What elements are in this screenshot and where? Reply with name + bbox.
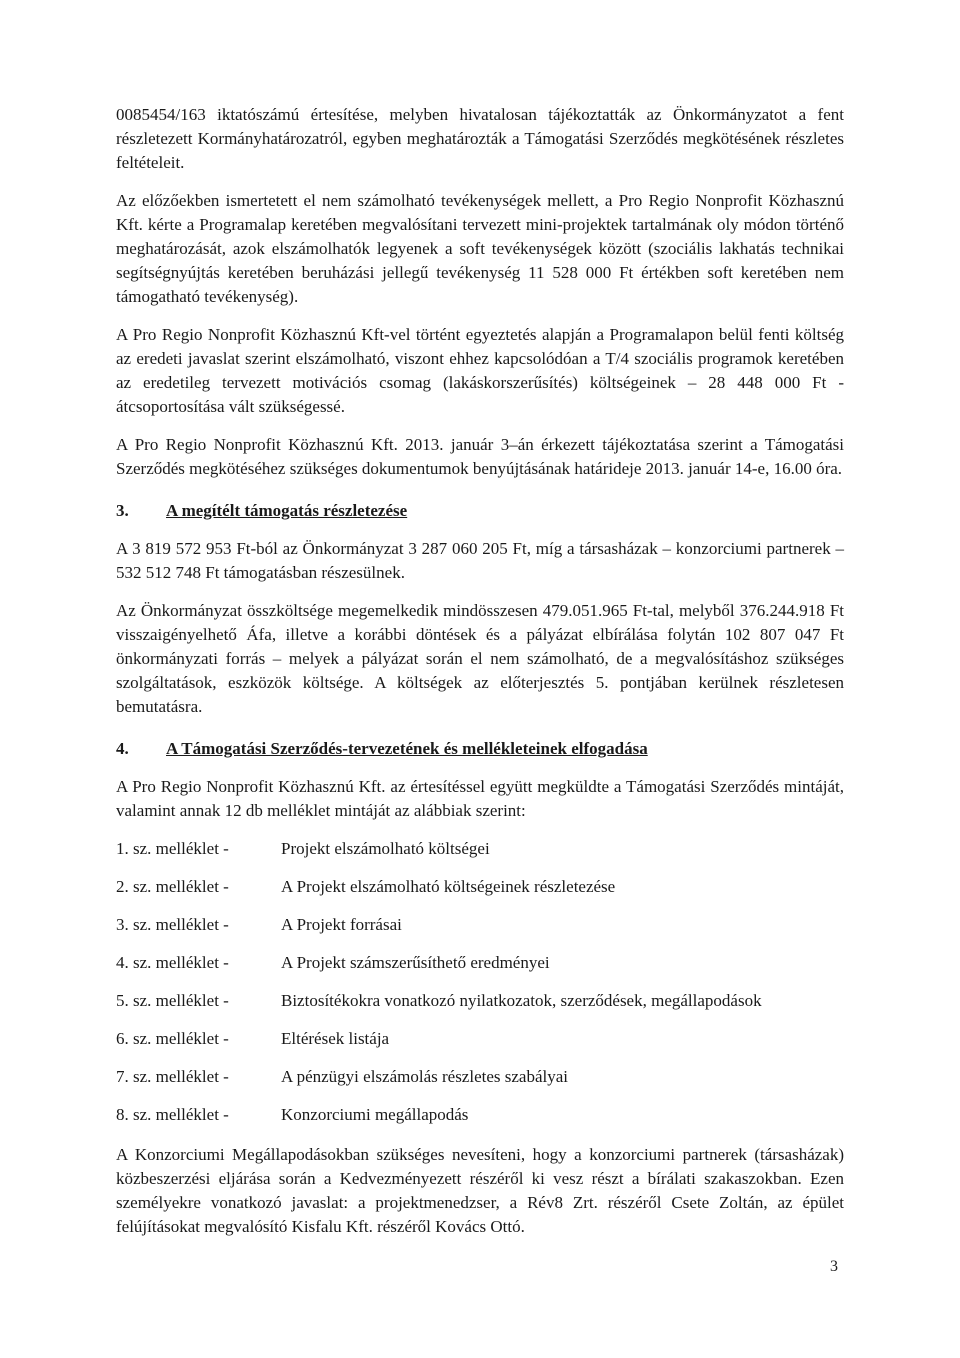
attachment-label: 6. sz. melléklet - (116, 1029, 229, 1048)
paragraph-deadline: A Pro Regio Nonprofit Közhasznú Kft. 2013. január 3–án érkezett tájékoztatása szerint a Támogatási Szerződés megkötéséhez szükséges dokumentumok benyújtásának határideje 2013. január 14-e, 16.00 óra. (116, 435, 844, 478)
list-item (116, 989, 844, 1013)
section-3-number: 3. (116, 501, 129, 520)
list-item (116, 875, 844, 899)
attachment-title: Eltérések listája (281, 1029, 390, 1048)
attachment-label: 8. sz. melléklet - (116, 1105, 229, 1124)
document-page (116, 103, 844, 1253)
attachment-label: 4. sz. melléklet - (116, 953, 229, 972)
list-item (116, 913, 844, 937)
attachment-title: Konzorciumi megállapodás (281, 1105, 469, 1124)
paragraph-consortium: A Konzorciumi Megállapodásokban szükséges nevesíteni, hogy a konzorciumi partnerek (társasházak) közbeszerzési eljárása során a Kedvezményezett részéről ki vesz részt a bírálati szakaszokban. Ezen személyekre vonatkozó javaslat: a projektmenedzser, a Rév8 Zrt. részéről Csete Zoltán, az épület felújításokat megvalósító Kisfalu Kft. részéről Kovács Ottó. (116, 1145, 844, 1236)
attachment-label: 7. sz. melléklet - (116, 1067, 229, 1086)
attachment-title: A Projekt forrásai (281, 915, 402, 934)
section-4-number: 4. (116, 739, 129, 758)
attachment-label: 5. sz. melléklet - (116, 991, 229, 1010)
paragraph-non-eligible-activities: Az előzőekben ismertetett el nem számolható tevékenységek mellett, a Pro Regio Nonprofit Közhasznú Kft. kérte a Programalap keretében megvalósítani tervezett mini-projektek tartalmának oly módon történő meghatározását, azok elszámolhatók legyenek a soft tevékenységek között (szociális lakhatás technikai segítségnyújtás keretében beruházási jellegű tevékenység 11 528 000 Ft értékben soft keretében nem támogatható tevékenység). (116, 191, 844, 306)
attachment-title: Projekt elszámolható költségei (281, 839, 490, 858)
attachment-title: A Projekt számszerűsíthető eredményei (281, 953, 550, 972)
page-number: 3 (830, 1258, 838, 1275)
paragraph-notification: 0085454/163 iktatószámú értesítése, melyben hivatalosan tájékoztatták az Önkormányzatot a fent részletezett Kormányhatározatról, egyben meghatározták a Támogatási Szerződés megkötésének részletes feltételeit. (116, 105, 844, 172)
paragraph-total-cost: Az Önkormányzat összköltsége megemelkedik mindösszesen 479.051.965 Ft-tal, melyből 376.244.918 Ft visszaigényelhető Áfa, illetve a korábbi döntések és a pályázat elbírálása folytán 102 807 047 Ft önkormányzati forrás – melyek a pályázat során el nem számolható, de a megvalósításhoz szükséges szolgáltatások, eszközök költsége. A költségek az előterjesztés 5. pontjában kerülnek részletesen bemutatásra. (116, 601, 844, 716)
attachment-title: Biztosítékokra vonatkozó nyilatkozatok, szerződések, megállapodások (281, 991, 762, 1010)
list-item (116, 837, 844, 861)
list-item (116, 1103, 844, 1127)
section-4-title: A Támogatási Szerződés-tervezetének és mellékleteinek elfogadása (166, 739, 648, 758)
list-item (116, 1027, 844, 1051)
attachment-label: 2. sz. melléklet - (116, 877, 229, 896)
section-3-title: A megítélt támogatás részletezése (166, 501, 408, 520)
paragraph-support-split: A 3 819 572 953 Ft-ból az Önkormányzat 3 287 060 205 Ft, míg a társasházak – konzorciumi partnerek – 532 512 748 Ft támogatásban részesülnek. (116, 539, 844, 582)
section-4-heading (116, 737, 844, 761)
attachment-list (116, 837, 844, 1127)
attachment-label: 3. sz. melléklet - (116, 915, 229, 934)
list-item (116, 1065, 844, 1089)
attachment-title: A pénzügyi elszámolás részletes szabályai (281, 1067, 568, 1086)
paragraph-reconciliation: A Pro Regio Nonprofit Közhasznú Kft-vel történt egyeztetés alapján a Programalapon belül fenti költség az eredeti javaslat szerint elszámolható, viszont ehhez kapcsolódóan a T/4 szociális programok keretében az eredetileg tervezett motivációs csomag (lakáskorszerűsítés) költségeinek – 28 448 000 Ft - átcsoportosítása vált szükségessé. (116, 325, 844, 416)
list-item (116, 951, 844, 975)
attachment-title: A Projekt elszámolható költségeinek részletezése (281, 877, 616, 896)
attachment-label: 1. sz. melléklet - (116, 839, 229, 858)
paragraph-contract-intro: A Pro Regio Nonprofit Közhasznú Kft. az értesítéssel együtt megküldte a Támogatási Szerződés mintáját, valamint annak 12 db melléklet mintáját az alábbiak szerint: (116, 777, 844, 820)
section-3-heading (116, 499, 844, 523)
